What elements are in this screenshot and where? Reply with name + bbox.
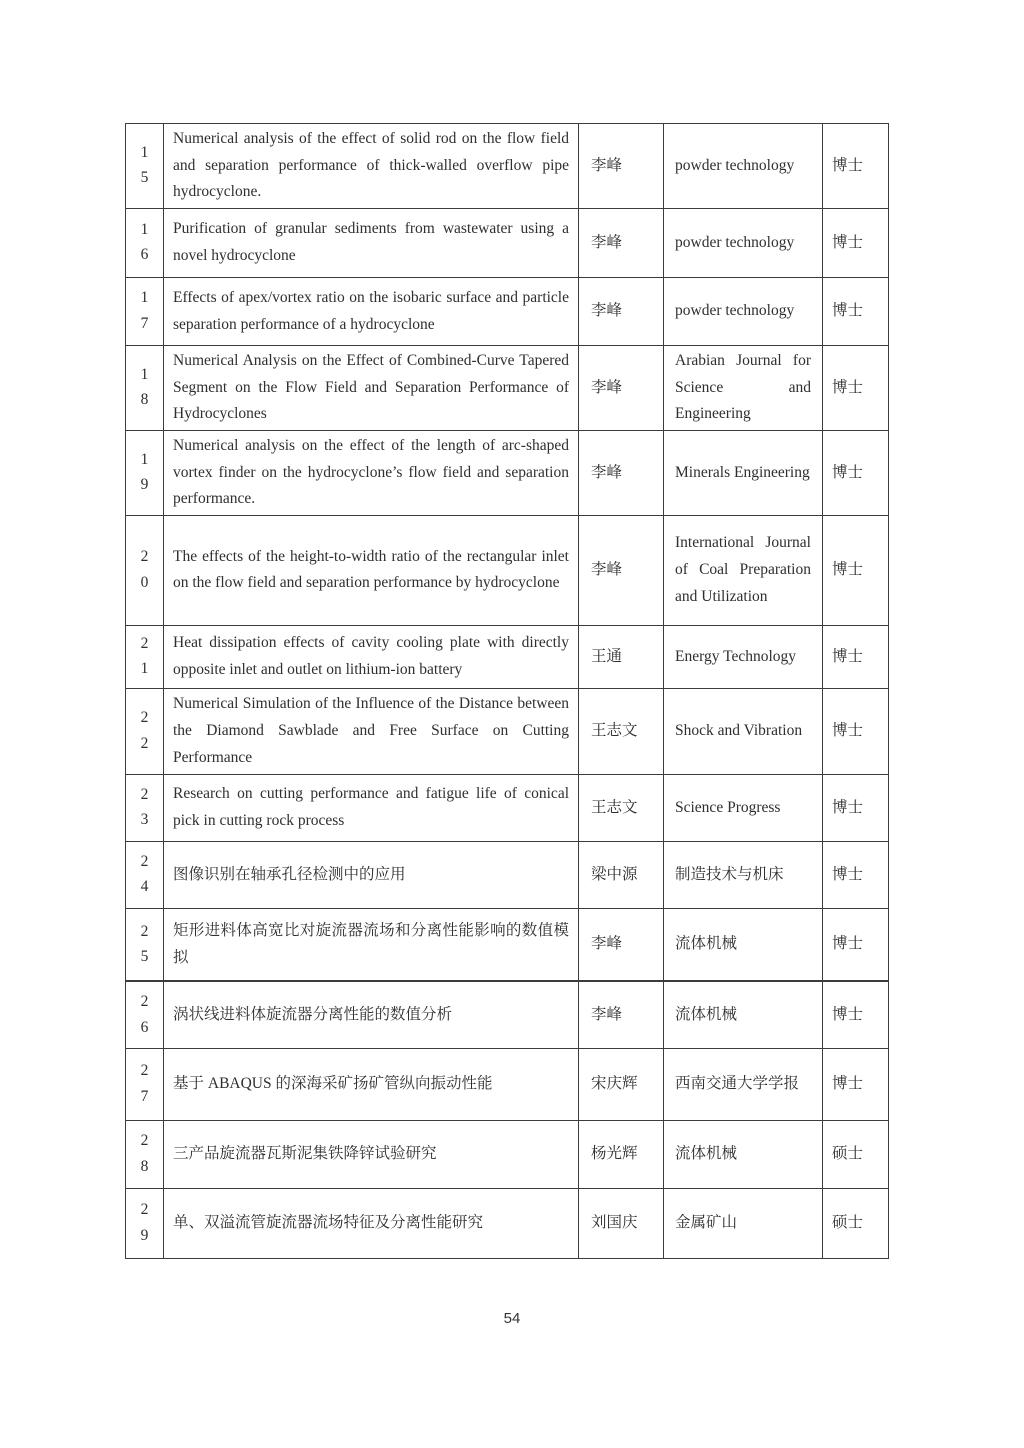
degree-cell: 博士 bbox=[823, 209, 889, 278]
paper-title-cell: 图像识别在轴承孔径检测中的应用 bbox=[164, 841, 579, 908]
row-number: 26 bbox=[140, 993, 149, 1036]
author-name-cell: 李峰 bbox=[579, 278, 664, 346]
row-number-cell bbox=[126, 430, 164, 515]
journal-name-cell: International Journal of Coal Preparation and Utilization bbox=[664, 515, 823, 625]
author-name-cell: 李峰 bbox=[579, 430, 664, 515]
degree-cell: 硕士 bbox=[823, 1188, 889, 1258]
author-name-cell: 李峰 bbox=[579, 515, 664, 625]
journal-name-cell: powder technology bbox=[664, 278, 823, 346]
author-name-cell: 李峰 bbox=[579, 124, 664, 209]
row-number: 25 bbox=[140, 922, 149, 966]
author-name-cell: 王志文 bbox=[579, 774, 664, 841]
row-number-cell bbox=[126, 774, 164, 841]
journal-name-cell: 西南交通大学学报 bbox=[664, 1048, 823, 1120]
row-number-cell bbox=[126, 981, 164, 1048]
author-name-cell: 王志文 bbox=[579, 688, 664, 774]
degree-cell: 博士 bbox=[823, 515, 889, 625]
row-number: 29 bbox=[140, 1201, 149, 1244]
degree-cell: 博士 bbox=[823, 346, 889, 431]
table-row bbox=[126, 1048, 889, 1120]
row-number: 19 bbox=[140, 450, 149, 494]
table-row bbox=[126, 278, 889, 346]
row-number-cell bbox=[126, 278, 164, 346]
author-name-cell: 李峰 bbox=[579, 908, 664, 981]
paper-title-cell: Numerical Simulation of the Influence of the Distance between the Diamond Sawblade and Free Surface on Cutting Performance bbox=[164, 688, 579, 774]
table-row bbox=[126, 688, 889, 774]
row-number-cell bbox=[126, 1188, 164, 1258]
paper-title-cell: 涡状线进料体旋流器分离性能的数值分析 bbox=[164, 981, 579, 1048]
publications-table-body bbox=[126, 124, 889, 1259]
row-number-cell bbox=[126, 515, 164, 625]
table-row bbox=[126, 841, 889, 908]
row-number: 20 bbox=[140, 548, 149, 591]
table-row bbox=[126, 430, 889, 515]
degree-cell: 博士 bbox=[823, 430, 889, 515]
table-row bbox=[126, 209, 889, 278]
author-name-cell: 王通 bbox=[579, 625, 664, 688]
paper-title-cell: Purification of granular sediments from wastewater using a novel hydrocyclone bbox=[164, 209, 579, 278]
row-number: 21 bbox=[140, 634, 149, 678]
degree-cell: 博士 bbox=[823, 278, 889, 346]
degree-cell: 博士 bbox=[823, 774, 889, 841]
row-number: 18 bbox=[140, 365, 149, 409]
paper-title-cell: Numerical analysis on the effect of the length of arc-shaped vortex finder on the hydrocyclone’s flow field and separation performance. bbox=[164, 430, 579, 515]
journal-name-cell: Shock and Vibration bbox=[664, 688, 823, 774]
degree-cell: 博士 bbox=[823, 981, 889, 1048]
paper-title-cell: Research on cutting performance and fatigue life of conical pick in cutting rock process bbox=[164, 774, 579, 841]
journal-name-cell: Energy Technology bbox=[664, 625, 823, 688]
row-number-cell bbox=[126, 209, 164, 278]
paper-title-cell: The effects of the height-to-width ratio of the rectangular inlet on the flow field and separation performance by hydrocyclone bbox=[164, 515, 579, 625]
row-number-cell bbox=[126, 625, 164, 688]
author-name-cell: 李峰 bbox=[579, 981, 664, 1048]
journal-name-cell: 金属矿山 bbox=[664, 1188, 823, 1258]
degree-cell: 博士 bbox=[823, 841, 889, 908]
row-number: 28 bbox=[140, 1132, 149, 1175]
row-number: 24 bbox=[140, 852, 149, 896]
paper-title-cell: 矩形进料体高宽比对旋流器流场和分离性能影响的数值模拟 bbox=[164, 908, 579, 981]
journal-name-cell: Minerals Engineering bbox=[664, 430, 823, 515]
paper-title-cell: Heat dissipation effects of cavity cooling plate with directly opposite inlet and outlet on lithium-ion battery bbox=[164, 625, 579, 688]
journal-name-cell: 流体机械 bbox=[664, 981, 823, 1048]
author-name-cell: 刘国庆 bbox=[579, 1188, 664, 1258]
degree-cell: 博士 bbox=[823, 124, 889, 209]
author-name-cell: 李峰 bbox=[579, 346, 664, 431]
row-number: 22 bbox=[140, 709, 149, 752]
journal-name-cell: 制造技术与机床 bbox=[664, 841, 823, 908]
degree-cell: 博士 bbox=[823, 625, 889, 688]
row-number-cell bbox=[126, 688, 164, 774]
row-number: 27 bbox=[140, 1062, 149, 1105]
row-number-cell bbox=[126, 841, 164, 908]
row-number: 16 bbox=[140, 220, 149, 264]
journal-name-cell: 流体机械 bbox=[664, 1120, 823, 1188]
paper-title-cell: 三产品旋流器瓦斯泥集铁降锌试验研究 bbox=[164, 1120, 579, 1188]
paper-title-cell: Effects of apex/vortex ratio on the isobaric surface and particle separation performance of a hydrocyclone bbox=[164, 278, 579, 346]
table-row bbox=[126, 1188, 889, 1258]
table-row bbox=[126, 625, 889, 688]
journal-name-cell: powder technology bbox=[664, 124, 823, 209]
degree-cell: 硕士 bbox=[823, 1120, 889, 1188]
author-name-cell: 李峰 bbox=[579, 209, 664, 278]
publications-table bbox=[125, 123, 889, 1259]
journal-name-cell: 流体机械 bbox=[664, 908, 823, 981]
author-name-cell: 杨光辉 bbox=[579, 1120, 664, 1188]
journal-name-cell: Arabian Journal for Science and Engineering bbox=[664, 346, 823, 431]
table-row bbox=[126, 124, 889, 209]
row-number: 15 bbox=[140, 143, 149, 187]
degree-cell: 博士 bbox=[823, 1048, 889, 1120]
table-row bbox=[126, 515, 889, 625]
row-number-cell bbox=[126, 1120, 164, 1188]
paper-title-cell: Numerical Analysis on the Effect of Combined-Curve Tapered Segment on the Flow Field and Separation Performance of Hydrocyclones bbox=[164, 346, 579, 431]
paper-title-cell: 基于 ABAQUS 的深海采矿扬矿管纵向振动性能 bbox=[164, 1048, 579, 1120]
row-number: 23 bbox=[140, 785, 149, 829]
paper-title-cell: Numerical analysis of the effect of solid rod on the flow field and separation performance of thick-walled overflow pipe hydrocyclone. bbox=[164, 124, 579, 209]
degree-cell: 博士 bbox=[823, 908, 889, 981]
page-number: 54 bbox=[503, 1310, 521, 1327]
journal-name-cell: powder technology bbox=[664, 209, 823, 278]
row-number-cell bbox=[126, 1048, 164, 1120]
table-row bbox=[126, 774, 889, 841]
row-number-cell bbox=[126, 908, 164, 981]
journal-name-cell: Science Progress bbox=[664, 774, 823, 841]
table-row bbox=[126, 981, 889, 1048]
row-number: 17 bbox=[140, 289, 149, 332]
paper-title-cell: 单、双溢流管旋流器流场特征及分离性能研究 bbox=[164, 1188, 579, 1258]
author-name-cell: 宋庆辉 bbox=[579, 1048, 664, 1120]
author-name-cell: 梁中源 bbox=[579, 841, 664, 908]
table-row bbox=[126, 1120, 889, 1188]
table-row bbox=[126, 346, 889, 431]
table-row bbox=[126, 908, 889, 981]
degree-cell: 博士 bbox=[823, 688, 889, 774]
row-number-cell bbox=[126, 124, 164, 209]
row-number-cell bbox=[126, 346, 164, 431]
